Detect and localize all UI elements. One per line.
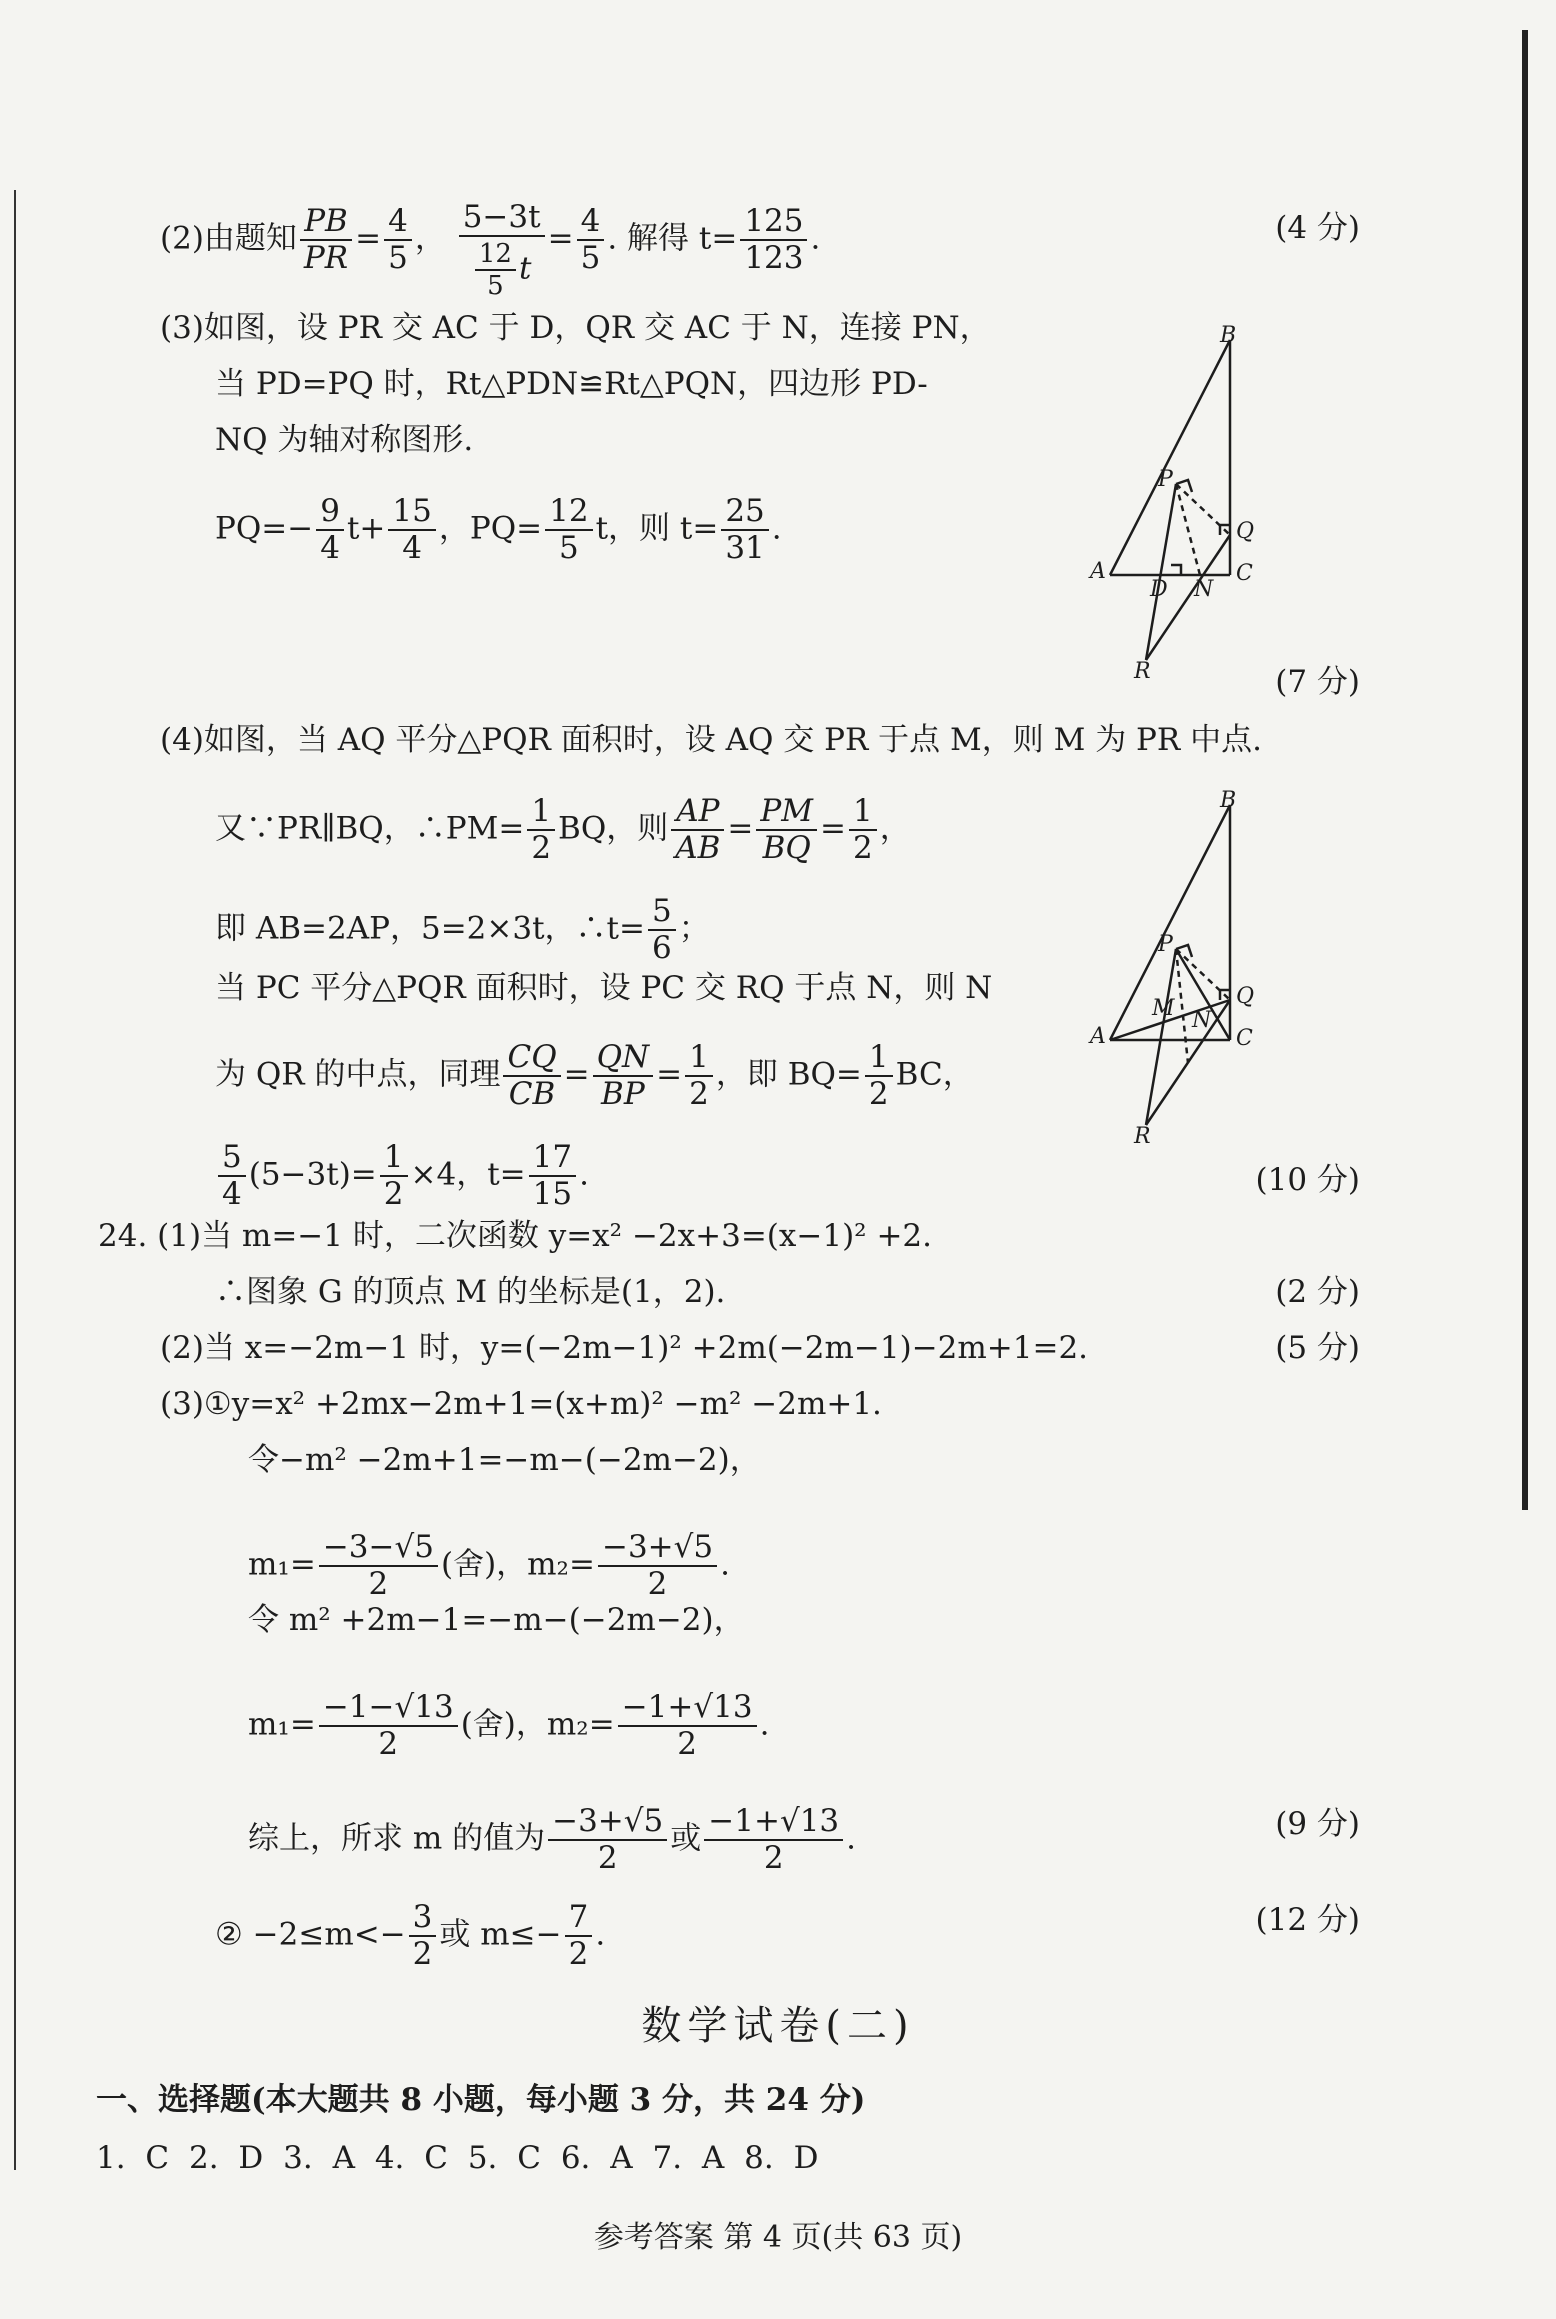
page-footer: 参考答案 第 4 页(共 63 页): [593, 2220, 963, 2255]
score-7: (7 分): [1275, 664, 1360, 700]
fig1-label-n: N: [1194, 577, 1214, 602]
q24-line1: 24. (1)当 m=−1 时，二次函数 y=x² −2x+3=(x−1)² +2.: [98, 1218, 933, 1254]
margin-rule: [14, 190, 16, 2170]
answer-list: 1. C 2. D 3. A 4. C 5. C 6. A 7. A 8. D: [96, 2140, 819, 2176]
section-heading: 一、选择题(本大题共 8 小题，每小题 3 分，共 24 分): [96, 2082, 866, 2118]
q23-part3-line4: PQ=− $\frac{9}{4}$ t+ $\frac{15}{4}$ ，PQ= $\frac{12}{5}$ t，则 t= $\frac{25}{31}$ .: [215, 493, 782, 566]
q23-part4-line3: 即 AB=2AP，5=2×3t，∴t= $\frac{5}{6}$ ；: [215, 893, 710, 966]
q24-line5: 令−m² −2m+1=−m−(−2m−2)，: [248, 1442, 761, 1478]
q23-part3-line2: 当 PD=PQ 时，Rt△PDN≌Rt△PQN，四边形 PD-: [215, 366, 928, 402]
score-2: (2 分): [1275, 1274, 1360, 1310]
fig1-label-d: D: [1150, 577, 1168, 602]
q23-part4-line5: 为 QR 的中点，同理 $\frac{CQ}{CB}$ = $\frac{QN}{BP}$ = $\frac{1}{2}$ ，即 BQ= $\frac{1}{2}$ BC，: [215, 1039, 974, 1112]
fig1-label-p: P: [1158, 467, 1173, 492]
fig1-label-q: Q: [1236, 519, 1255, 544]
score-12: (12 分): [1255, 1902, 1360, 1938]
q23-part3-line1: (3)如图，设 PR 交 AC 于 D，QR 交 AC 于 N，连接 PN，: [160, 310, 991, 346]
figure-1: [1070, 320, 1270, 680]
fig2-label-b: B: [1220, 788, 1237, 813]
q23-part2: (2)由题知 $\frac{PB}{PR}$ = $\frac{4}{5}$ ， 5−3t $\frac{12}{5}$ t = $\frac{4}{5}$ . 解得 t= $\frac{125}{123}$ .: [160, 199, 821, 301]
q24-line3: (2)当 x=−2m−1 时，y=(−2m−1)² +2m(−2m−1)−2m+1=2.: [160, 1330, 1089, 1366]
q24-line10: ② −2≤m<− $\frac{3}{2}$ 或 m≤− $\frac{7}{2}$ .: [215, 1899, 606, 1972]
fig1-label-c: C: [1236, 561, 1253, 586]
q23-part4-line1: (4)如图，当 AQ 平分△PQR 面积时，设 AQ 交 PR 于点 M，则 M 为 PR 中点.: [160, 722, 1262, 758]
q24-line9: 综上，所求 m 的值为 $\frac{-3+√5}{2}$ 或 $\frac{-1+√13}{2}$ .: [248, 1803, 856, 1876]
score-5: (5 分): [1275, 1330, 1360, 1366]
q23-part4-line6: $\frac{5}{4}$ (5−3t)= $\frac{1}{2}$ ×4，t= $\frac{17}{15}$ .: [215, 1140, 589, 1212]
fig2-label-c: C: [1236, 1026, 1253, 1051]
q24-line6: m₁= $\frac{-3-√5}{2}$ (舍)，m₂= $\frac{-3+√5}{2}$ .: [248, 1529, 730, 1602]
fig2-label-m: M: [1152, 996, 1175, 1021]
score-10: (10 分): [1255, 1162, 1360, 1198]
score-9: (9 分): [1275, 1806, 1360, 1842]
q24-line8: m₁= $\frac{-1-√13}{2}$ (舍)，m₂= $\frac{-1+√13}{2}$ .: [248, 1689, 770, 1762]
edge-shadow: [1522, 30, 1528, 1510]
fig2-label-n: N: [1192, 1008, 1212, 1033]
fig1-label-r: R: [1134, 659, 1151, 680]
fig2-label-q: Q: [1236, 984, 1255, 1009]
q24-line2: ∴图象 G 的顶点 M 的坐标是(1，2).: [215, 1274, 726, 1310]
fig2-label-r: R: [1134, 1124, 1151, 1145]
fig1-label-a: A: [1090, 559, 1106, 584]
fig2-label-p: P: [1158, 932, 1173, 957]
figure-2: [1070, 785, 1270, 1145]
fig2-label-a: A: [1090, 1024, 1106, 1049]
fig1-label-b: B: [1220, 323, 1237, 348]
section-title: 数学试卷(二): [641, 2003, 915, 2049]
q23-part3-line3: NQ 为轴对称图形.: [215, 422, 474, 458]
q24-line4: (3)①y=x² +2mx−2m+1=(x+m)² −m² −2m+1.: [160, 1386, 882, 1422]
q23-part4-line4: 当 PC 平分△PQR 面积时，设 PC 交 RQ 于点 N，则 N: [215, 970, 993, 1006]
score-4: (4 分): [1275, 210, 1360, 246]
q24-line7: 令 m² +2m−1=−m−(−2m−2)，: [248, 1602, 745, 1638]
frac-pb-pr: $\frac{PB}{PR}$: [300, 204, 352, 276]
frac-complex: 5−3t $\frac{12}{5}$ t: [459, 200, 545, 303]
q23-part4-line2: 又∵PR∥BQ，∴PM= $\frac{1}{2}$ BQ，则 $\frac{AP}{AB}$ = $\frac{PM}{BQ}$ = $\frac{1}{2}$ ，: [215, 793, 911, 866]
